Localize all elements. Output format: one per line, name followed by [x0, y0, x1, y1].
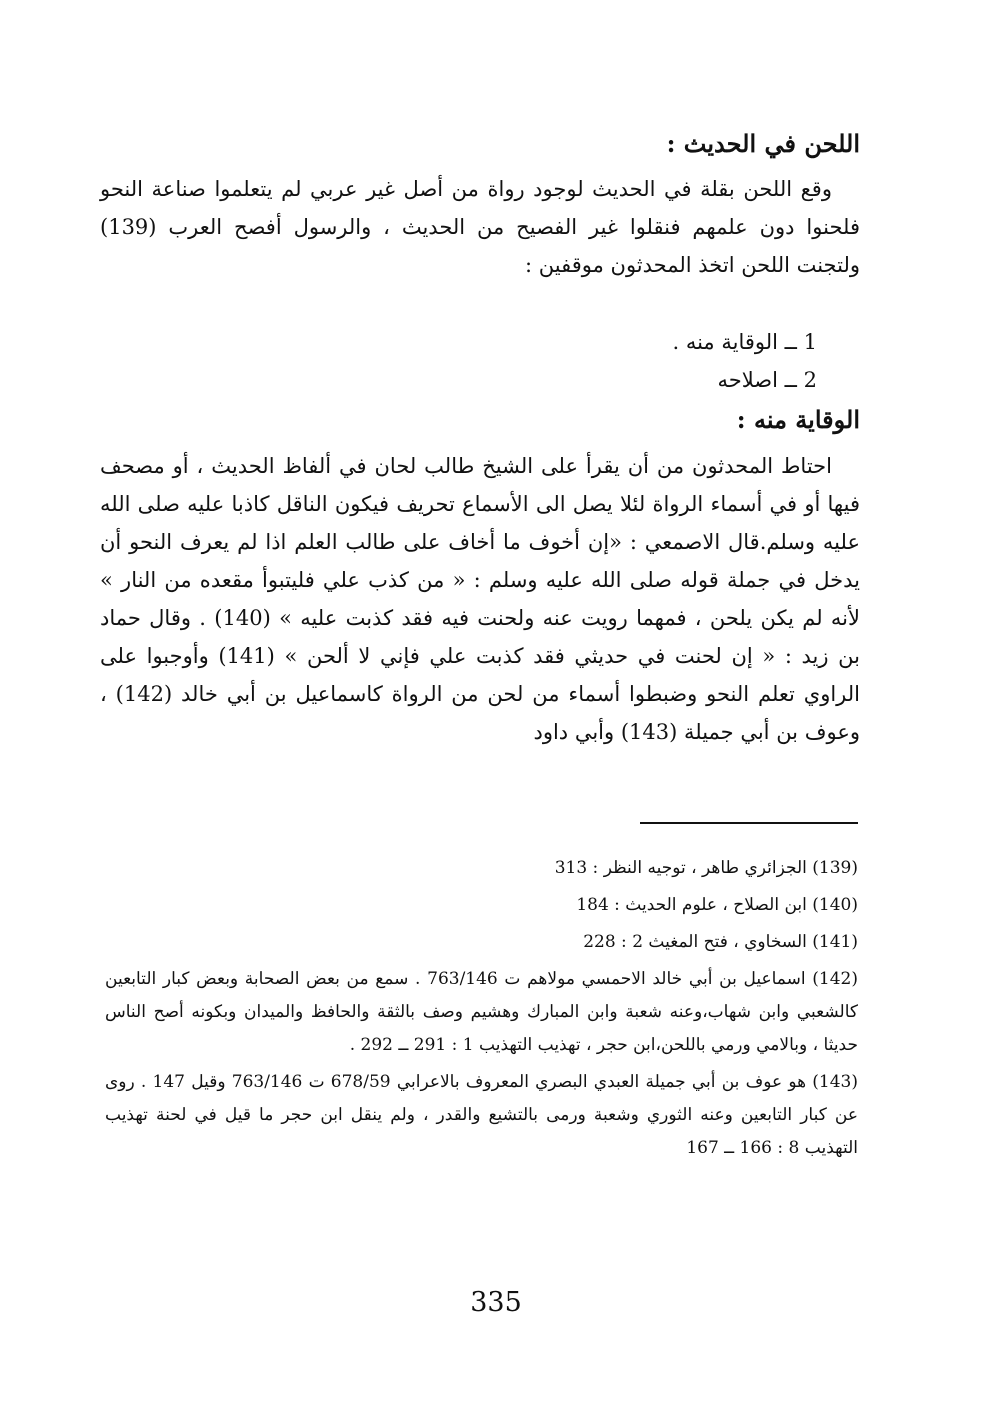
footnote-separator [640, 822, 858, 824]
section-heading-lahn: اللحن في الحديث : [666, 129, 860, 158]
paragraph-text: احتاط المحدثون من أن يقرأ على الشيخ طالب لحان في ألفاظ الحديث ، أو مصحف فيها أو في أسماء الرواة لئلا يصل الى الأسماع تحريف فيكون الناقل كاذبا عليه صلى الله عليه وسلم.قال الاصمعي : «إن أخوف ما أخاف على طالب العلم اذا لم يعرف النحو أن يدخل في جملة قوله صلى الله عليه وسلم : « من كذب علي فليتبوأ مقعده من النار » لأنه لم يكن يلحن ، فمهما رويت عنه ولحنت فيه فقد كذبت عليه » (140) . وقال حماد بن زيد : « إن لحنت في حديثي فقد كذبت علي فإني لا ألحن » (141) وأوجبوا على الراوي تعلم النحو وضبطوا أسماء من لحن من الرواة كاسماعيل بن أبي خالد (142) ، وعوف بن أبي جميلة (143) وأبي داود [100, 454, 861, 744]
list-item-correction: 2 ــ اصلاحه [717, 368, 817, 392]
footnote-140: (140) ابن الصلاح ، علوم الحديث : 184 [576, 895, 858, 915]
positions-list [672, 323, 817, 399]
list-item-prevention: 1 ــ الوقاية منه . [672, 330, 817, 354]
footnote-139: (139) الجزائري طاهر ، توجيه النظر : 313 [554, 858, 858, 878]
paragraph-prevention [100, 447, 860, 751]
footnotes [105, 852, 858, 1169]
page-number: 335 [470, 1287, 522, 1318]
paragraph-intro [100, 170, 860, 284]
footnote-142: (142) اسماعيل بن أبي خالد الاحمسي مولاهم ت 763/146 . سمع من بعض الصحابة وبعض كبار التابعين كالشعبي وابن شهاب،وعنه شعبة وابن المبارك وهشيم وصف بالثقة والحافظ والميدان وبكونه أصح الناس حديثا ، وبالامي ورمي باللحن،ابن حجر ، تهذيب التهذيب 1 : 291 ــ 292 . [105, 969, 858, 1055]
section-heading-prevention: الوقاية منه : [736, 405, 860, 434]
footnote-143: (143) هو عوف بن أبي جميلة العبدي البصري المعروف بالاعرابي 678/59 ت 763/146 وقيل 147 . روى عن كبار التابعين وعنه الثوري وشعبة ورمى بالتشيع والقدر ، ولم ينقل ابن حجر ما قيل في لحنة تهذيب التهذيب 8 : 166 ــ 167 [105, 1072, 859, 1158]
footnote-141: (141) السخاوي ، فتح المغيث 2 : 228 [583, 932, 858, 952]
paragraph-text: وقع اللحن بقلة في الحديث لوجود رواة من أصل غير عربي لم يتعلموا صناعة النحو فلحنوا دون علمهم فنقلوا غير الفصيح من الحديث ، والرسول أفصح العرب (139) ولتجنت اللحن اتخذ المحدثون موقفين : [100, 177, 860, 277]
